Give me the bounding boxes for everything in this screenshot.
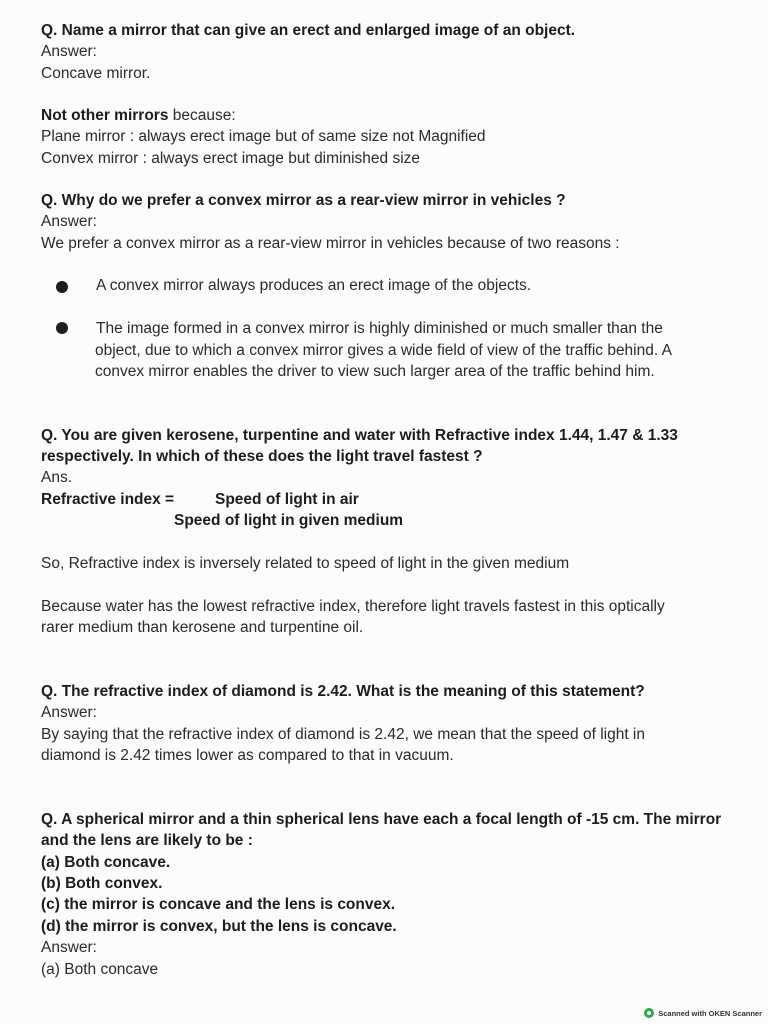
q3-question-line-2: respectively. In which of these does the light travel fastest ? — [41, 448, 483, 465]
q2-question: Q. Why do we prefer a convex mirror as a rear-view mirror in vehicles ? — [41, 192, 566, 209]
q4-answer-line-2: diamond is 2.42 times lower as compared to that in vacuum. — [41, 747, 454, 764]
q5-answer: (a) Both concave — [41, 961, 159, 978]
q4-answer-label: Answer: — [41, 704, 97, 721]
q3-because-line-2: rarer medium than kerosene and turpentine oil. — [41, 619, 364, 636]
scanner-watermark — [644, 1008, 762, 1018]
q2-bullet-2-line-2: object, due to which a convex mirror gives a wide field of view of the traffic behind. A — [95, 342, 672, 359]
q3-ans-label: Ans. — [41, 469, 73, 486]
q1-question: Q. Name a mirror that can give an erect and enlarged image of an object. — [41, 22, 576, 39]
q1-not-other — [41, 105, 748, 127]
q4-answer-line-1: By saying that the refractive index of diamond is 2.42, we mean that the speed of light in — [41, 726, 645, 743]
q3-because-line-1: Because water has the lowest refractive index, therefore light travels fastest in this optically — [41, 598, 665, 615]
q1-convex-mirror: Convex mirror : always erect image but diminished size — [41, 150, 421, 167]
q1-not-other-bold: Not other mirrors — [41, 107, 169, 124]
q5-option-d: (d) the mirror is convex, but the lens is concave. — [41, 918, 397, 935]
scanner-text: Scanned with OKEN Scanner — [658, 1008, 762, 1018]
q5-question-line-2: and the lens are likely to be : — [41, 832, 253, 849]
q1-answer: Concave mirror. — [41, 65, 151, 82]
formula-lhs: Refractive index = — [41, 491, 175, 508]
q1-plane-mirror: Plane mirror : always erect image but of same size not Magnified — [41, 128, 486, 145]
q2-bullet-2-line-1: The image formed in a convex mirror is highly diminished or much smaller than the — [96, 320, 663, 337]
formula-numerator: Speed of light in air — [215, 491, 359, 508]
q5-option-c: (c) the mirror is concave and the lens is convex. — [41, 896, 396, 913]
q2-answer-label: Answer: — [41, 213, 97, 230]
q5-option-b: (b) Both convex. — [41, 875, 163, 892]
scanner-logo-icon — [644, 1008, 654, 1018]
q5-answer-label: Answer: — [41, 939, 97, 956]
bullet-2-dot — [56, 322, 68, 334]
q3-inverse: So, Refractive index is inversely related to speed of light in the given medium — [41, 555, 570, 572]
q3-question-line-1: Q. You are given kerosene, turpentine and water with Refractive index 1.44, 1.47 & 1.33 — [41, 427, 678, 444]
q5-question-line-1: Q. A spherical mirror and a thin spherical lens have each a focal length of -15 cm. The mirror — [41, 811, 722, 828]
q1-not-other-rest: because: — [168, 107, 236, 124]
q1-answer-label: Answer: — [41, 43, 97, 60]
q5-option-a: (a) Both concave. — [41, 854, 171, 871]
bullet-1-dot — [56, 281, 68, 293]
q4-question: Q. The refractive index of diamond is 2.42. What is the meaning of this statement? — [41, 683, 645, 700]
formula-denominator: Speed of light in given medium — [174, 512, 404, 529]
q2-bullet-2-line-3: convex mirror enables the driver to view such larger area of the traffic behind him. — [95, 363, 655, 380]
q2-intro: We prefer a convex mirror as a rear-view mirror in vehicles because of two reasons : — [41, 235, 620, 252]
q2-bullet-1: A convex mirror always produces an erect image of the objects. — [96, 277, 532, 294]
